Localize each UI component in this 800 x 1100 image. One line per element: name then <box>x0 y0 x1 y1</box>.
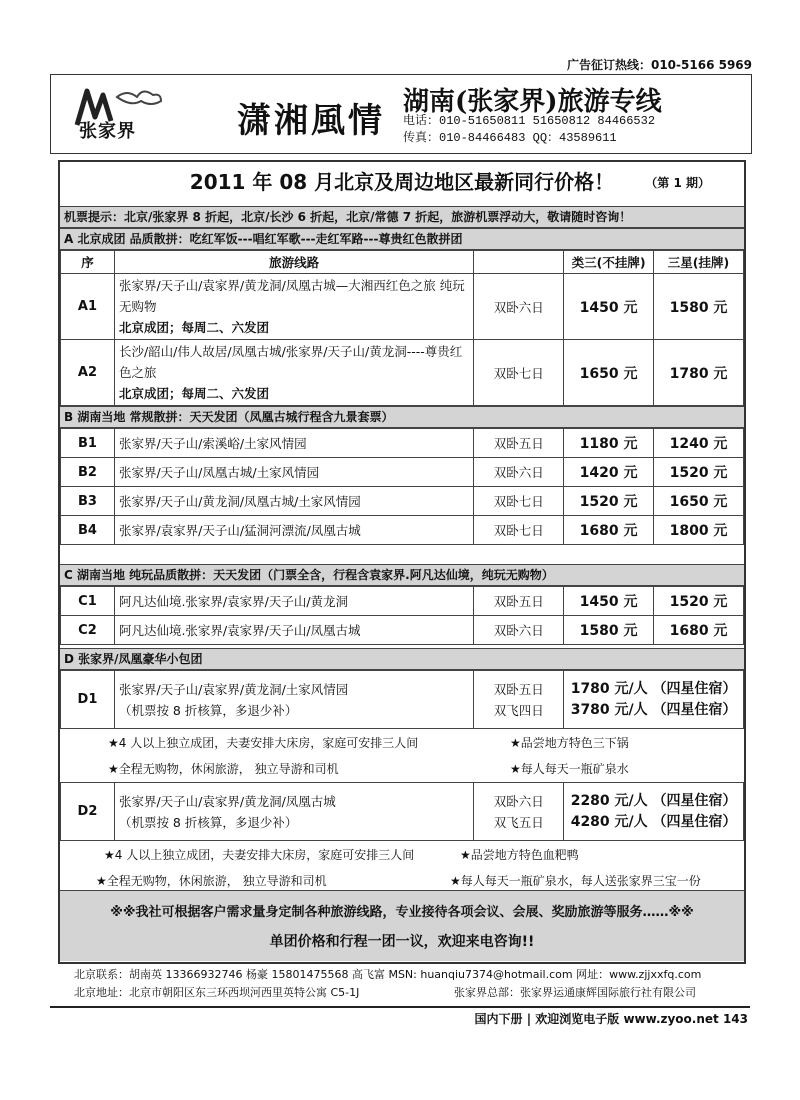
route-days: 双卧七日 <box>474 340 564 406</box>
price-options <box>564 783 744 841</box>
route-days: 双卧六日 <box>474 616 564 645</box>
route-code: B4 <box>61 516 115 545</box>
col-seq: 序 <box>61 251 115 274</box>
price-class3: 1450 元 <box>564 274 654 340</box>
route-days: 双卧六日 <box>474 274 564 340</box>
price-star3: 1650 元 <box>654 487 744 516</box>
note-item: ★每人每天一瓶矿泉水，每人送张家界三宝一份 <box>450 874 701 888</box>
route-text: 张家界/天子山/黄龙洞/凤凰古城/土家风情园 <box>114 487 473 516</box>
table-row <box>61 429 744 458</box>
note-item: ★4 人以上独立成团，夫妻安排大床房，家庭可安排三人间 <box>108 736 419 750</box>
route-code: A2 <box>61 340 115 406</box>
consult-text: 单团价格和行程一团一议，欢迎来电咨询!! <box>269 934 535 950</box>
col-days <box>474 251 564 274</box>
route-desc <box>114 671 473 729</box>
price-class3: 1450 元 <box>564 587 654 616</box>
table-row <box>61 516 744 545</box>
contact-info <box>403 113 655 147</box>
route-text: 张家界/天子山/袁家界/黄龙洞/凤凰古城 <box>118 793 336 809</box>
route-days: 双卧七日 <box>474 516 564 545</box>
brand-name: 潇湘風情 <box>237 101 385 141</box>
table-row <box>61 340 744 406</box>
header-banner <box>50 74 752 154</box>
price-options <box>564 671 744 729</box>
route-code: B1 <box>61 429 115 458</box>
price-star3: 1520 元 <box>654 587 744 616</box>
page-footer: 国内下册 | 欢迎浏览电子版 www.zyoo.net 143 <box>474 1012 748 1026</box>
table-row <box>61 587 744 616</box>
route-days <box>474 783 564 841</box>
route-code: A1 <box>61 274 115 340</box>
departure-text: 北京成团；每周二、六发团 <box>118 320 269 335</box>
route-days <box>474 671 564 729</box>
route-text: 阿凡达仙境.张家界/袁家界/天子山/黄龙洞 <box>114 587 473 616</box>
route-note: （机票按 8 折核算，多退少补） <box>118 814 298 830</box>
table-row <box>61 487 744 516</box>
route-code: B3 <box>61 487 115 516</box>
price-star3: 1520 元 <box>654 458 744 487</box>
phone-line: 电话：010-51650811 51650812 84466532 <box>403 114 656 128</box>
table-row <box>61 274 744 340</box>
fax-line: 传真：010-84466483 QQ：43589611 <box>403 131 617 145</box>
price-class3: 1650 元 <box>564 340 654 406</box>
note-item: ★全程无购物，休闲旅游， 独立导游和司机 <box>108 762 339 776</box>
price-star3: 1580 元 <box>654 274 744 340</box>
service-text: ※※我社可根据客户需求量身定制各种旅游线路，专业接待各项会议、会展、奖励旅游等服务……※※ <box>110 905 694 920</box>
table-row <box>61 616 744 645</box>
table-row <box>61 671 744 729</box>
route-text: 张家界/天子山/袁家界/黄龙洞/土家风情园 <box>118 681 349 697</box>
departure-text: 北京成团；每周二、六发团 <box>118 386 269 401</box>
route-code: C2 <box>61 616 115 645</box>
route-code: D2 <box>61 783 115 841</box>
price-class3: 1520 元 <box>564 487 654 516</box>
route-text: 阿凡达仙境.张家界/袁家界/天子山/凤凰古城 <box>114 616 473 645</box>
beijing-contact: 北京联系：胡南英 13366932746 杨豪 15801475568 高飞富 MSN: huanqiu7374@hotmail.com 网址：www.zjjxxfq.com <box>74 968 702 981</box>
issue-number: （第 1 期） <box>645 176 710 190</box>
route-text: 张家界/天子山/凤凰古城/土家风情园 <box>114 458 473 487</box>
route-text: 长沙/韶山/伟人故居/凤凰古城/张家界/天子山/黄龙洞----尊贵红色之旅 <box>118 344 463 380</box>
section-d2-table <box>60 782 744 841</box>
section-b-table <box>60 428 744 545</box>
route-days: 双卧七日 <box>474 487 564 516</box>
route-text: 张家界/天子山/袁家界/黄龙洞/凤凰古城—大湘西红色之旅 纯玩无购物 <box>118 278 465 314</box>
price-option: 4280 元/人 （四星住宿） <box>570 813 737 830</box>
section-d1-table <box>60 670 744 729</box>
col-class3: 类三(不挂牌) <box>564 251 654 274</box>
route-desc <box>114 274 473 340</box>
route-code: D1 <box>61 671 115 729</box>
table-row <box>61 783 744 841</box>
note-item: ★每人每天一瓶矿泉水 <box>510 762 629 776</box>
service-banner <box>60 890 744 961</box>
logo-text: 张家界 <box>79 121 136 142</box>
route-title: 湖南(张家界)旅游专线 <box>403 87 662 117</box>
section-c-header: C 湖南当地 纯玩品质散拼：天天发团（门票全含，行程含袁家界.阿凡达仙境，纯玩无购物） <box>60 564 744 586</box>
route-days: 双卧五日 <box>474 429 564 458</box>
hq-info: 张家界总部：张家界运通康辉国际旅行社有限公司 <box>454 986 696 999</box>
section-b-header: B 湖南当地 常规散拼：天天发团（凤凰古城行程含九景套票） <box>60 406 744 428</box>
section-d-header: D 张家界/凤凰豪华小包团 <box>60 648 744 670</box>
beijing-address: 北京地址：北京市朝阳区东三环西坝河西里英特公寓 C5-1J <box>74 986 360 999</box>
price-class3: 1420 元 <box>564 458 654 487</box>
route-desc <box>114 783 473 841</box>
footer-divider <box>50 1006 750 1008</box>
price-class3: 1680 元 <box>564 516 654 545</box>
route-days: 双卧五日 <box>474 587 564 616</box>
price-star3: 1780 元 <box>654 340 744 406</box>
route-code: B2 <box>61 458 115 487</box>
page-title: 2011 年 08 月北京及周边地区最新同行价格！ <box>189 170 615 194</box>
days-option: 双卧六日 <box>493 793 544 809</box>
days-option: 双飞五日 <box>493 814 544 830</box>
ticket-tip: 机票提示：北京/张家界 8 折起，北京/长沙 6 折起，北京/常德 7 折起，旅游机票浮动大，敬请随时咨询！ <box>60 206 744 228</box>
price-option: 3780 元/人 （四星住宿） <box>570 701 737 718</box>
price-star3: 1680 元 <box>654 616 744 645</box>
route-desc <box>114 340 473 406</box>
section-c-table <box>60 586 744 645</box>
note-item: ★品尝地方特色血粑鸭 <box>460 848 579 862</box>
price-class3: 1180 元 <box>564 429 654 458</box>
price-star3: 1800 元 <box>654 516 744 545</box>
section-a-header: A 北京成团 品质散拼：吃红军饭---唱红军歌---走红军路---尊贵红色散拼团 <box>60 228 744 250</box>
ad-hotline: 广告征订热线：010-5166 5969 <box>566 58 752 72</box>
table-row <box>61 458 744 487</box>
price-class3: 1580 元 <box>564 616 654 645</box>
table-header-row <box>61 251 744 274</box>
note-item: ★全程无购物，休闲旅游， 独立导游和司机 <box>96 874 327 888</box>
route-days: 双卧六日 <box>474 458 564 487</box>
col-route: 旅游线路 <box>114 251 473 274</box>
days-option: 双卧五日 <box>493 681 544 697</box>
note-item: ★品尝地方特色三下锅 <box>510 736 629 750</box>
price-star3: 1240 元 <box>654 429 744 458</box>
note-item: ★4 人以上独立成团，夫妻安排大床房，家庭可安排三人间 <box>104 848 415 862</box>
price-option: 1780 元/人 （四星住宿） <box>570 680 737 697</box>
price-option: 2280 元/人 （四星住宿） <box>570 792 737 809</box>
days-option: 双飞四日 <box>493 702 544 718</box>
route-text: 张家界/天子山/索溪峪/土家风情园 <box>114 429 473 458</box>
price-sheet <box>58 160 746 964</box>
section-a-table <box>60 250 744 406</box>
col-star3: 三星(挂牌) <box>654 251 744 274</box>
route-note: （机票按 8 折核算，多退少补） <box>118 702 298 718</box>
route-text: 张家界/袁家界/天子山/猛洞河漂流/凤凰古城 <box>114 516 473 545</box>
route-code: C1 <box>61 587 115 616</box>
